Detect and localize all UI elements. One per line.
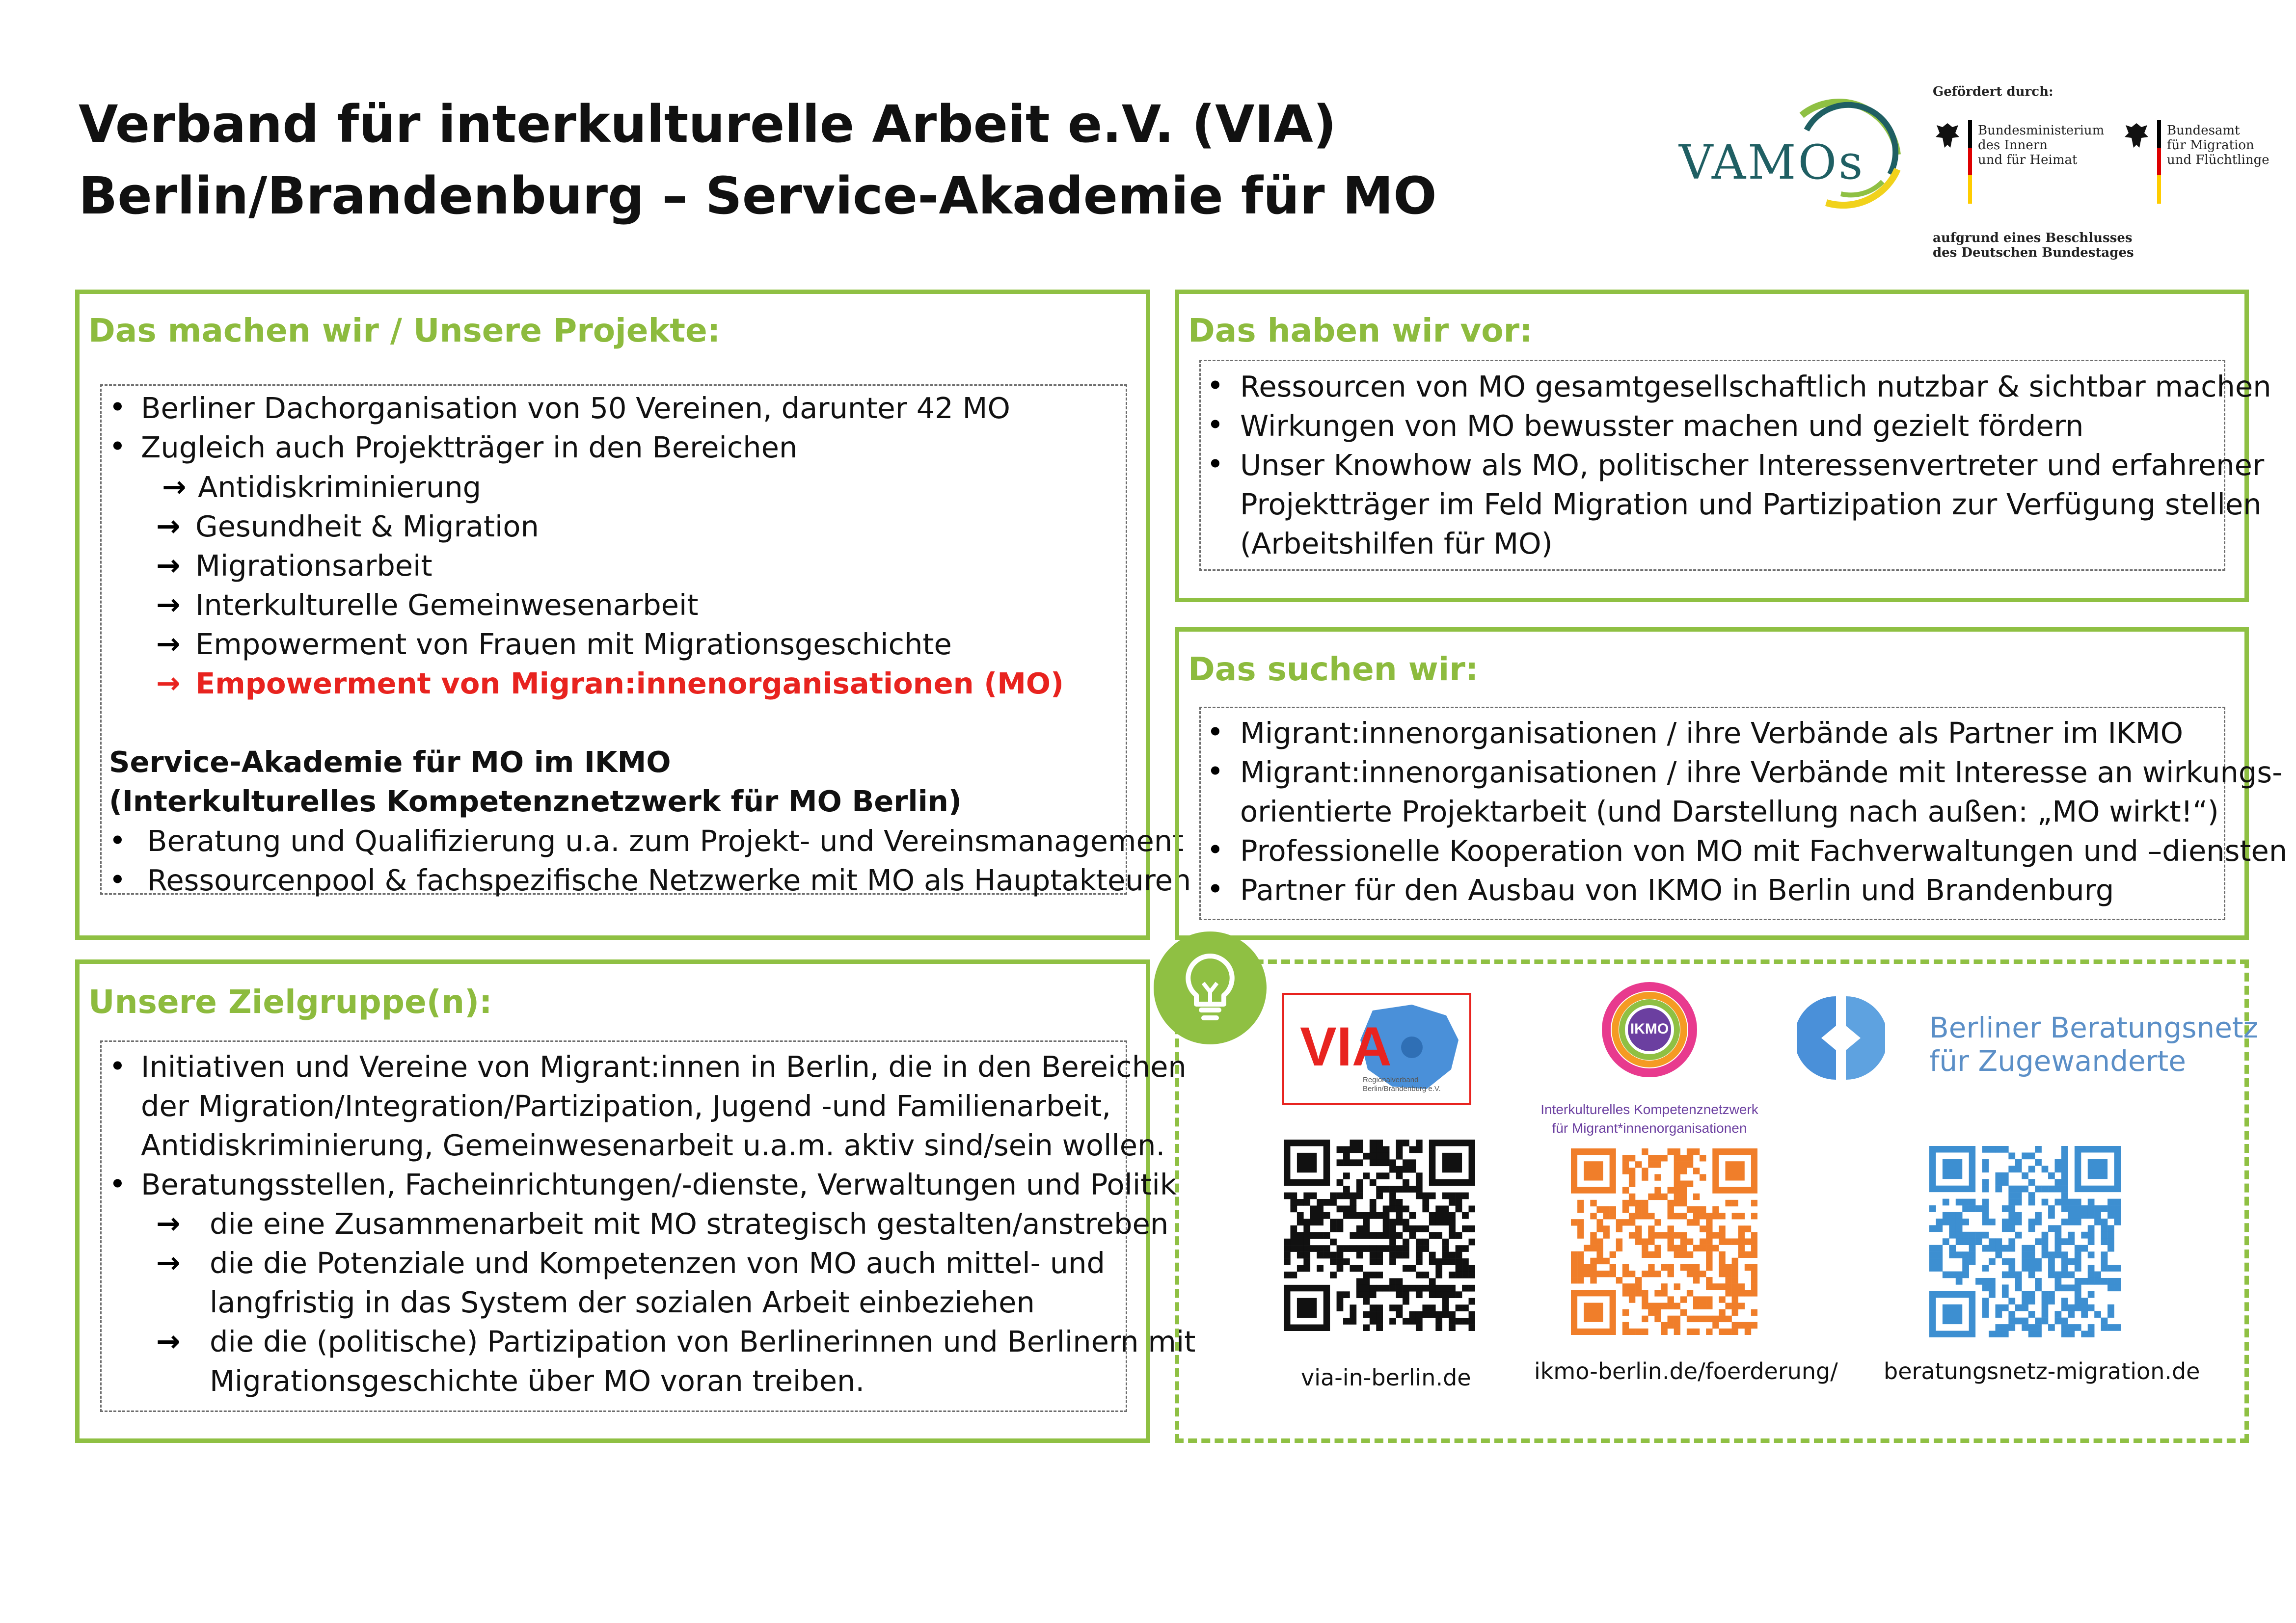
lightbulb-icon <box>1154 931 1267 1044</box>
arrow-icon: → <box>156 1246 181 1279</box>
bamf-line-1: Bundesamt <box>2167 123 2240 138</box>
search-line-1: Migrant:innenorganisationen / ihre Verbände als Partner im IKMO <box>1240 716 2184 750</box>
service-academy-heading: Service-Akademie für MO im IKMO <box>109 745 671 779</box>
bullet: • <box>109 1049 126 1083</box>
panel-projects-heading: Das machen wir / Unsere Projekte: <box>88 312 721 349</box>
target-line-9: Migrationsgeschichte über MO voran treiben. <box>210 1364 865 1398</box>
projects-area-6-highlight: Empowerment von Migran:innenorganisationen (MO) <box>195 666 1064 700</box>
ikmo-wordmark: IKMO <box>1630 1021 1669 1037</box>
plans-line-5: (Arbeitshilfen für MO) <box>1240 527 1553 560</box>
plans-line-2: Wirkungen von MO bewusster machen und gezielt fördern <box>1240 409 2084 443</box>
bullet: • <box>1207 408 1224 442</box>
plans-line-4: Projektträger im Feld Migration und Partizipation zur Verfügung stellen <box>1240 487 2262 521</box>
projects-bullet-1: Berliner Dachorganisation von 50 Vereinen, darunter 42 MO <box>141 391 1010 425</box>
bamf-line-2: für Migration <box>2167 138 2254 153</box>
bullet: • <box>109 390 126 424</box>
beratungsnetz-icon <box>1797 991 1885 1085</box>
ministry-interior-logo <box>1933 120 2109 209</box>
eagle-icon <box>2122 120 2151 155</box>
vamos-logo <box>1679 96 1905 209</box>
bullet: • <box>109 824 126 857</box>
target-line-5: die eine Zusammenarbeit mit MO strategisch gestalten/anstreben <box>210 1207 1169 1241</box>
service-academy-bullet-2: Ressourcenpool & fachspezifische Netzwerke mit MO als Hauptakteuren <box>147 863 1191 897</box>
bullet: • <box>1207 447 1224 481</box>
ministry-interior-line-2: des Innern <box>1978 138 2048 153</box>
url-ikmo[interactable]: ikmo-berlin.de/foerderung/ <box>1534 1358 1838 1384</box>
arrow-icon: → <box>156 548 181 582</box>
title-line-2: Berlin/Brandenburg – Service-Akademie für MO <box>79 166 1437 226</box>
search-line-5: Partner für den Ausbau von IKMO in Berlin und Brandenburg <box>1240 873 2114 907</box>
via-wordmark: VIA <box>1300 1016 1392 1077</box>
projects-area-2: Gesundheit & Migration <box>195 509 539 543</box>
beratungsnetz-logo[interactable] <box>1797 991 2259 1094</box>
plans-line-3: Unser Knowhow als MO, politischer Interessenvertreter und erfahrener <box>1240 448 2265 482</box>
beratungsnetz-line-2: für Zugewanderte <box>1929 1044 2186 1078</box>
flag-stripe <box>1968 120 1972 204</box>
panel-target-heading: Unsere Zielgruppe(n): <box>88 983 492 1021</box>
search-line-2: Migrant:innenorganisationen / ihre Verbände mit Interesse an wirkungs- <box>1240 755 2283 789</box>
url-via[interactable]: via-in-berlin.de <box>1301 1364 1471 1391</box>
via-sub-1: Regionalverband <box>1363 1076 1419 1084</box>
bullet: • <box>1207 754 1224 788</box>
vamos-wordmark: VAMOs <box>1679 135 1865 190</box>
search-line-4: Professionelle Kooperation von MO mit Fachverwaltungen und –diensten <box>1240 834 2288 868</box>
ikmo-sub-2: für Migrant*innenorganisationen <box>1552 1120 1747 1136</box>
page-title <box>79 88 1437 232</box>
qr-code-via[interactable] <box>1284 1140 1475 1331</box>
panel-plans-heading: Das haben wir vor: <box>1188 312 1533 349</box>
arrow-icon: → <box>156 509 181 543</box>
bullet: • <box>109 1167 126 1201</box>
flag-stripe <box>2157 120 2161 204</box>
via-sub-2: Berlin/Brandenburg e.V. <box>1363 1085 1441 1093</box>
search-line-3: orientierte Projektarbeit (und Darstellung nach außen: „MO wirkt!“) <box>1240 795 2219 828</box>
bundestag-decision-line-1: aufgrund eines Beschlusses <box>1933 231 2133 245</box>
bullet: • <box>1207 872 1224 906</box>
beratungsnetz-line-1: Berliner Beratungsnetz <box>1929 1011 2259 1044</box>
service-academy-subheading: (Interkulturelles Kompetenznetzwerk für MO Berlin) <box>109 784 962 818</box>
arrow-icon: → <box>156 587 181 621</box>
arrow-icon: → <box>162 470 187 504</box>
arrow-icon: → <box>156 627 181 661</box>
eagle-icon <box>1933 120 1962 155</box>
qr-code-beratungsnetz[interactable] <box>1929 1146 2121 1337</box>
ikmo-logo[interactable] <box>1532 982 1767 1144</box>
arrow-icon: → <box>156 1324 181 1358</box>
url-beratungsnetz[interactable]: beratungsnetz-migration.de <box>1884 1358 2200 1384</box>
panel-search-heading: Das suchen wir: <box>1188 650 1479 688</box>
plans-line-1: Ressourcen von MO gesamtgesellschaftlich nutzbar & sichtbar machen <box>1240 370 2271 403</box>
ministry-interior-line-1: Bundesministerium <box>1978 123 2105 138</box>
ministry-interior-line-3: und für Heimat <box>1978 153 2078 167</box>
bullet: • <box>1207 369 1224 402</box>
arrow-icon: → <box>156 1206 181 1240</box>
title-line-1: Verband für interkulturelle Arbeit e.V. (VIA) <box>79 94 1337 154</box>
bundestag-decision-line-2: des Deutschen Bundestages <box>1933 245 2134 260</box>
projects-bullet-2: Zugleich auch Projektträger in den Bereichen <box>141 430 798 464</box>
arrow-icon: → <box>156 666 181 700</box>
qr-code-ikmo[interactable] <box>1571 1148 1757 1335</box>
ikmo-sub-1: Interkulturelles Kompetenznetzwerk <box>1540 1102 1758 1117</box>
funding-label: Gefördert durch: <box>1933 84 2053 99</box>
bullet: • <box>109 863 126 897</box>
target-line-7: langfristig in das System der sozialen Arbeit einbeziehen <box>210 1285 1035 1319</box>
bullet: • <box>1207 715 1224 749</box>
target-line-8: die die (politische) Partizipation von Berlinerinnen und Berlinern mit <box>210 1325 1196 1358</box>
target-line-6: die die Potenziale und Kompetenzen von MO auch mittel- und <box>210 1246 1105 1280</box>
target-line-2: der Migration/Integration/Partizipation, Jugend -und Familienarbeit, <box>141 1089 1111 1123</box>
projects-area-5: Empowerment von Frauen mit Migrationsgeschichte <box>195 627 952 661</box>
bamf-logo <box>2122 120 2289 209</box>
target-line-3: Antidiskriminierung, Gemeinwesenarbeit u.a.m. aktiv sind/sein wollen. <box>141 1128 1165 1162</box>
bamf-line-3: und Flüchtlinge <box>2167 153 2269 167</box>
bullet: • <box>1207 833 1224 867</box>
projects-area-3: Migrationsarbeit <box>195 549 432 583</box>
via-logo[interactable] <box>1282 993 1471 1105</box>
service-academy-bullet-1: Beratung und Qualifizierung u.a. zum Projekt- und Vereinsmanagement <box>147 824 1184 858</box>
projects-area-1: Antidiskriminierung <box>198 470 482 504</box>
target-line-1: Initiativen und Vereine von Migrant:innen in Berlin, die in den Bereichen <box>141 1050 1187 1084</box>
bullet: • <box>109 429 126 463</box>
target-line-4: Beratungsstellen, Facheinrichtungen/-dienste, Verwaltungen und Politik <box>141 1168 1177 1201</box>
projects-area-4: Interkulturelle Gemeinwesenarbeit <box>195 588 699 622</box>
